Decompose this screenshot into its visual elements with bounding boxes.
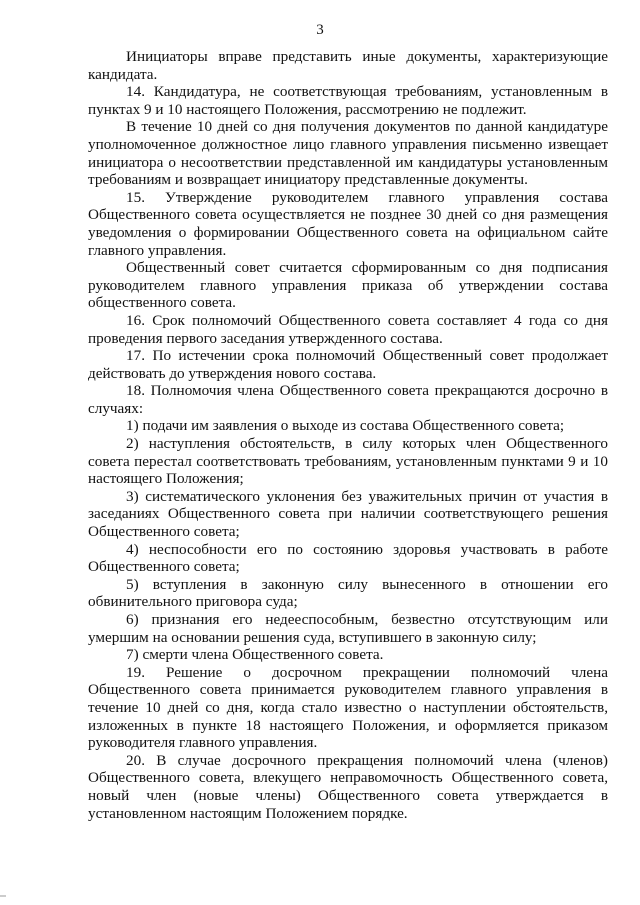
paragraph-15-formed: Общественный совет считается сформированным со дня подписания руководителем главного управления приказа об утверждении состава общественного совета. xyxy=(88,259,608,312)
paragraph-17: 17. По истечении срока полномочий Общественный совет продолжает действовать до утверждения нового состава. xyxy=(88,347,608,382)
page-number: 3 xyxy=(316,22,324,38)
list-item-case-5: 5) вступления в законную силу вынесенного в отношении его обвинительного приговора суда; xyxy=(88,575,608,611)
paragraph-14: 14. Кандидатура, не соответствующая требованиям, установленным в пунктах 9 и 10 настоящего Положения, рассмотрению не подлежит. xyxy=(88,83,608,118)
paragraph-16: 16. Срок полномочий Общественного совета составляет 4 года со дня проведения первого заседания утвержденного состава. xyxy=(88,311,608,347)
paragraph-other-documents: Инициаторы вправе представить иные документы, характеризующие кандидата. xyxy=(88,48,608,83)
list-item-case-7: 7) смерти члена Общественного совета. xyxy=(126,646,384,664)
paragraph-15: 15. Утверждение руководителем главного управления состава Общественного совета осуществляется не позднее 30 дней со дня размещения уведомления о формировании Общественного совета на официальном сайте главного управления. xyxy=(88,188,608,259)
list-item-case-4: 4) неспособности его по состоянию здоровья участвовать в работе Общественного совета; xyxy=(88,540,608,576)
paragraph-14-notification: В течение 10 дней со дня получения документов по данной кандидатуре уполномоченное должностное лицо главного управления письменно извещает инициатора о несоответствии представленной им кандидатуры установленным требованиям и возвращает инициатору представленные документы. xyxy=(88,118,608,189)
paragraph-18: 18. Полномочия члена Общественного совета прекращаются досрочно в случаях: xyxy=(88,382,608,417)
document-body xyxy=(88,48,608,822)
list-item-case-2: 2) наступления обстоятельств, в силу которых член Общественного совета перестал соответствовать требованиям, установленным пунктами 9 и 10 настоящего Положения; xyxy=(88,435,608,488)
paragraph-20: 20. В случае досрочного прекращения полномочий члена (членов) Общественного совета, влекущего неправомочность Общественного совета, новый член (новые члены) Общественного совета утверждается в установленном настоящим Положением порядке. xyxy=(88,751,608,822)
list-item-case-1: 1) подачи им заявления о выходе из состава Общественного совета; xyxy=(126,417,565,435)
list-item-case-6: 6) признания его недееспособным, безвестно отсутствующим или умершим на основании решения суда, вступившего в законную силу; xyxy=(88,611,608,646)
list-item-case-3: 3) систематического уклонения без уважительных причин от участия в заседаниях Общественного совета при наличии соответствующего решения Общественного совета; xyxy=(88,487,608,541)
paragraph-19: 19. Решение о досрочном прекращении полномочий члена Общественного совета принимается руководителем главного управления в течение 10 дней со дня, когда стало известно о наступлении обстоятельств, изложенных в пункте 18 настоящего Положения, и оформляется приказом руководителя главного управления. xyxy=(88,663,608,752)
scan-edge-mark xyxy=(0,895,6,897)
